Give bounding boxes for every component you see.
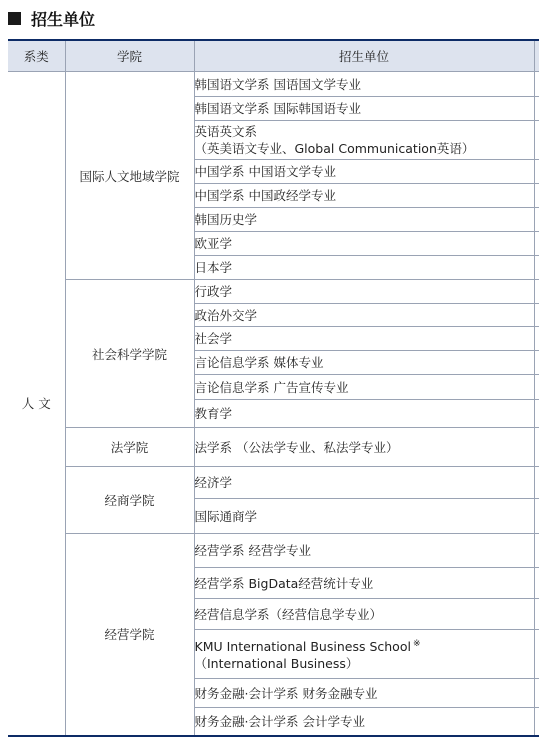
unit-cell: 韩国历史学 — [194, 208, 534, 232]
table-row — [8, 428, 539, 467]
unit-cell: 欧亚学 — [194, 232, 534, 256]
unit-cell: 财务金融·会计学系 财务金融专业 — [194, 679, 534, 708]
admissions-table — [8, 39, 539, 737]
unit-cell: 行政学 — [194, 280, 534, 304]
unit-cell: 经营信息学系（经营信息学专业） — [194, 599, 534, 630]
unit-cell: 中国学系 中国语文学专业 — [194, 160, 534, 184]
table-row — [8, 72, 539, 97]
college-cell-international: 国际人文地域学院 — [65, 72, 194, 280]
header-unit: 招生单位 — [194, 40, 534, 72]
department-cell: 人 文 — [8, 72, 65, 736]
unit-cell — [194, 630, 534, 679]
college-cell-law: 法学院 — [65, 428, 194, 467]
unit-cell: 法学系 （公法学专业、私法学专业） — [194, 428, 534, 467]
unit-cell: 社会学 — [194, 327, 534, 351]
college-cell-economics-commerce: 经商学院 — [65, 467, 194, 534]
unit-cell: 日本学 — [194, 256, 534, 280]
unit-cell: 教育学 — [194, 400, 534, 428]
unit-cell: 言论信息学系 媒体专业 — [194, 351, 534, 375]
unit-cell: 财务金融·会计学系 会计学专业 — [194, 708, 534, 736]
header-row — [8, 40, 539, 72]
unit-cell: 经营学系 BigData经营统计专业 — [194, 568, 534, 599]
table-row — [8, 534, 539, 568]
unit-cell: 政治外交学 — [194, 304, 534, 327]
note-mark: ※ — [412, 638, 421, 649]
unit-cell: 韩国语文学系 国语国文学专业 — [194, 72, 534, 97]
unit-cell: 经营学系 经营学专业 — [194, 534, 534, 568]
unit-line: 英语英文系 — [194, 124, 258, 139]
square-bullet-icon — [8, 12, 21, 25]
unit-cell — [194, 121, 534, 160]
header-edge-cell — [534, 40, 539, 72]
unit-cell: 言论信息学系 广告宣传专业 — [194, 375, 534, 400]
header-college: 学院 — [65, 40, 194, 72]
unit-cell: 韩国语文学系 国际韩国语专业 — [194, 97, 534, 121]
unit-cell: 中国学系 中国政经学专业 — [194, 184, 534, 208]
unit-cell: 经济学 — [194, 467, 534, 499]
unit-line: （英美语文专业、Global Communication英语） — [194, 141, 475, 156]
unit-line: （International Business） — [194, 656, 359, 672]
college-cell-social-science: 社会科学学院 — [65, 280, 194, 428]
section-title: 招生单位 — [31, 9, 96, 29]
unit-cell: 国际通商学 — [194, 499, 534, 534]
table-row — [8, 467, 539, 499]
table-row — [8, 280, 539, 304]
kmu-name: KMU International Business School — [194, 639, 411, 655]
section-heading — [8, 8, 95, 28]
header-department: 系类 — [8, 40, 65, 72]
unit-line — [195, 636, 534, 655]
college-cell-business: 经营学院 — [65, 534, 194, 736]
